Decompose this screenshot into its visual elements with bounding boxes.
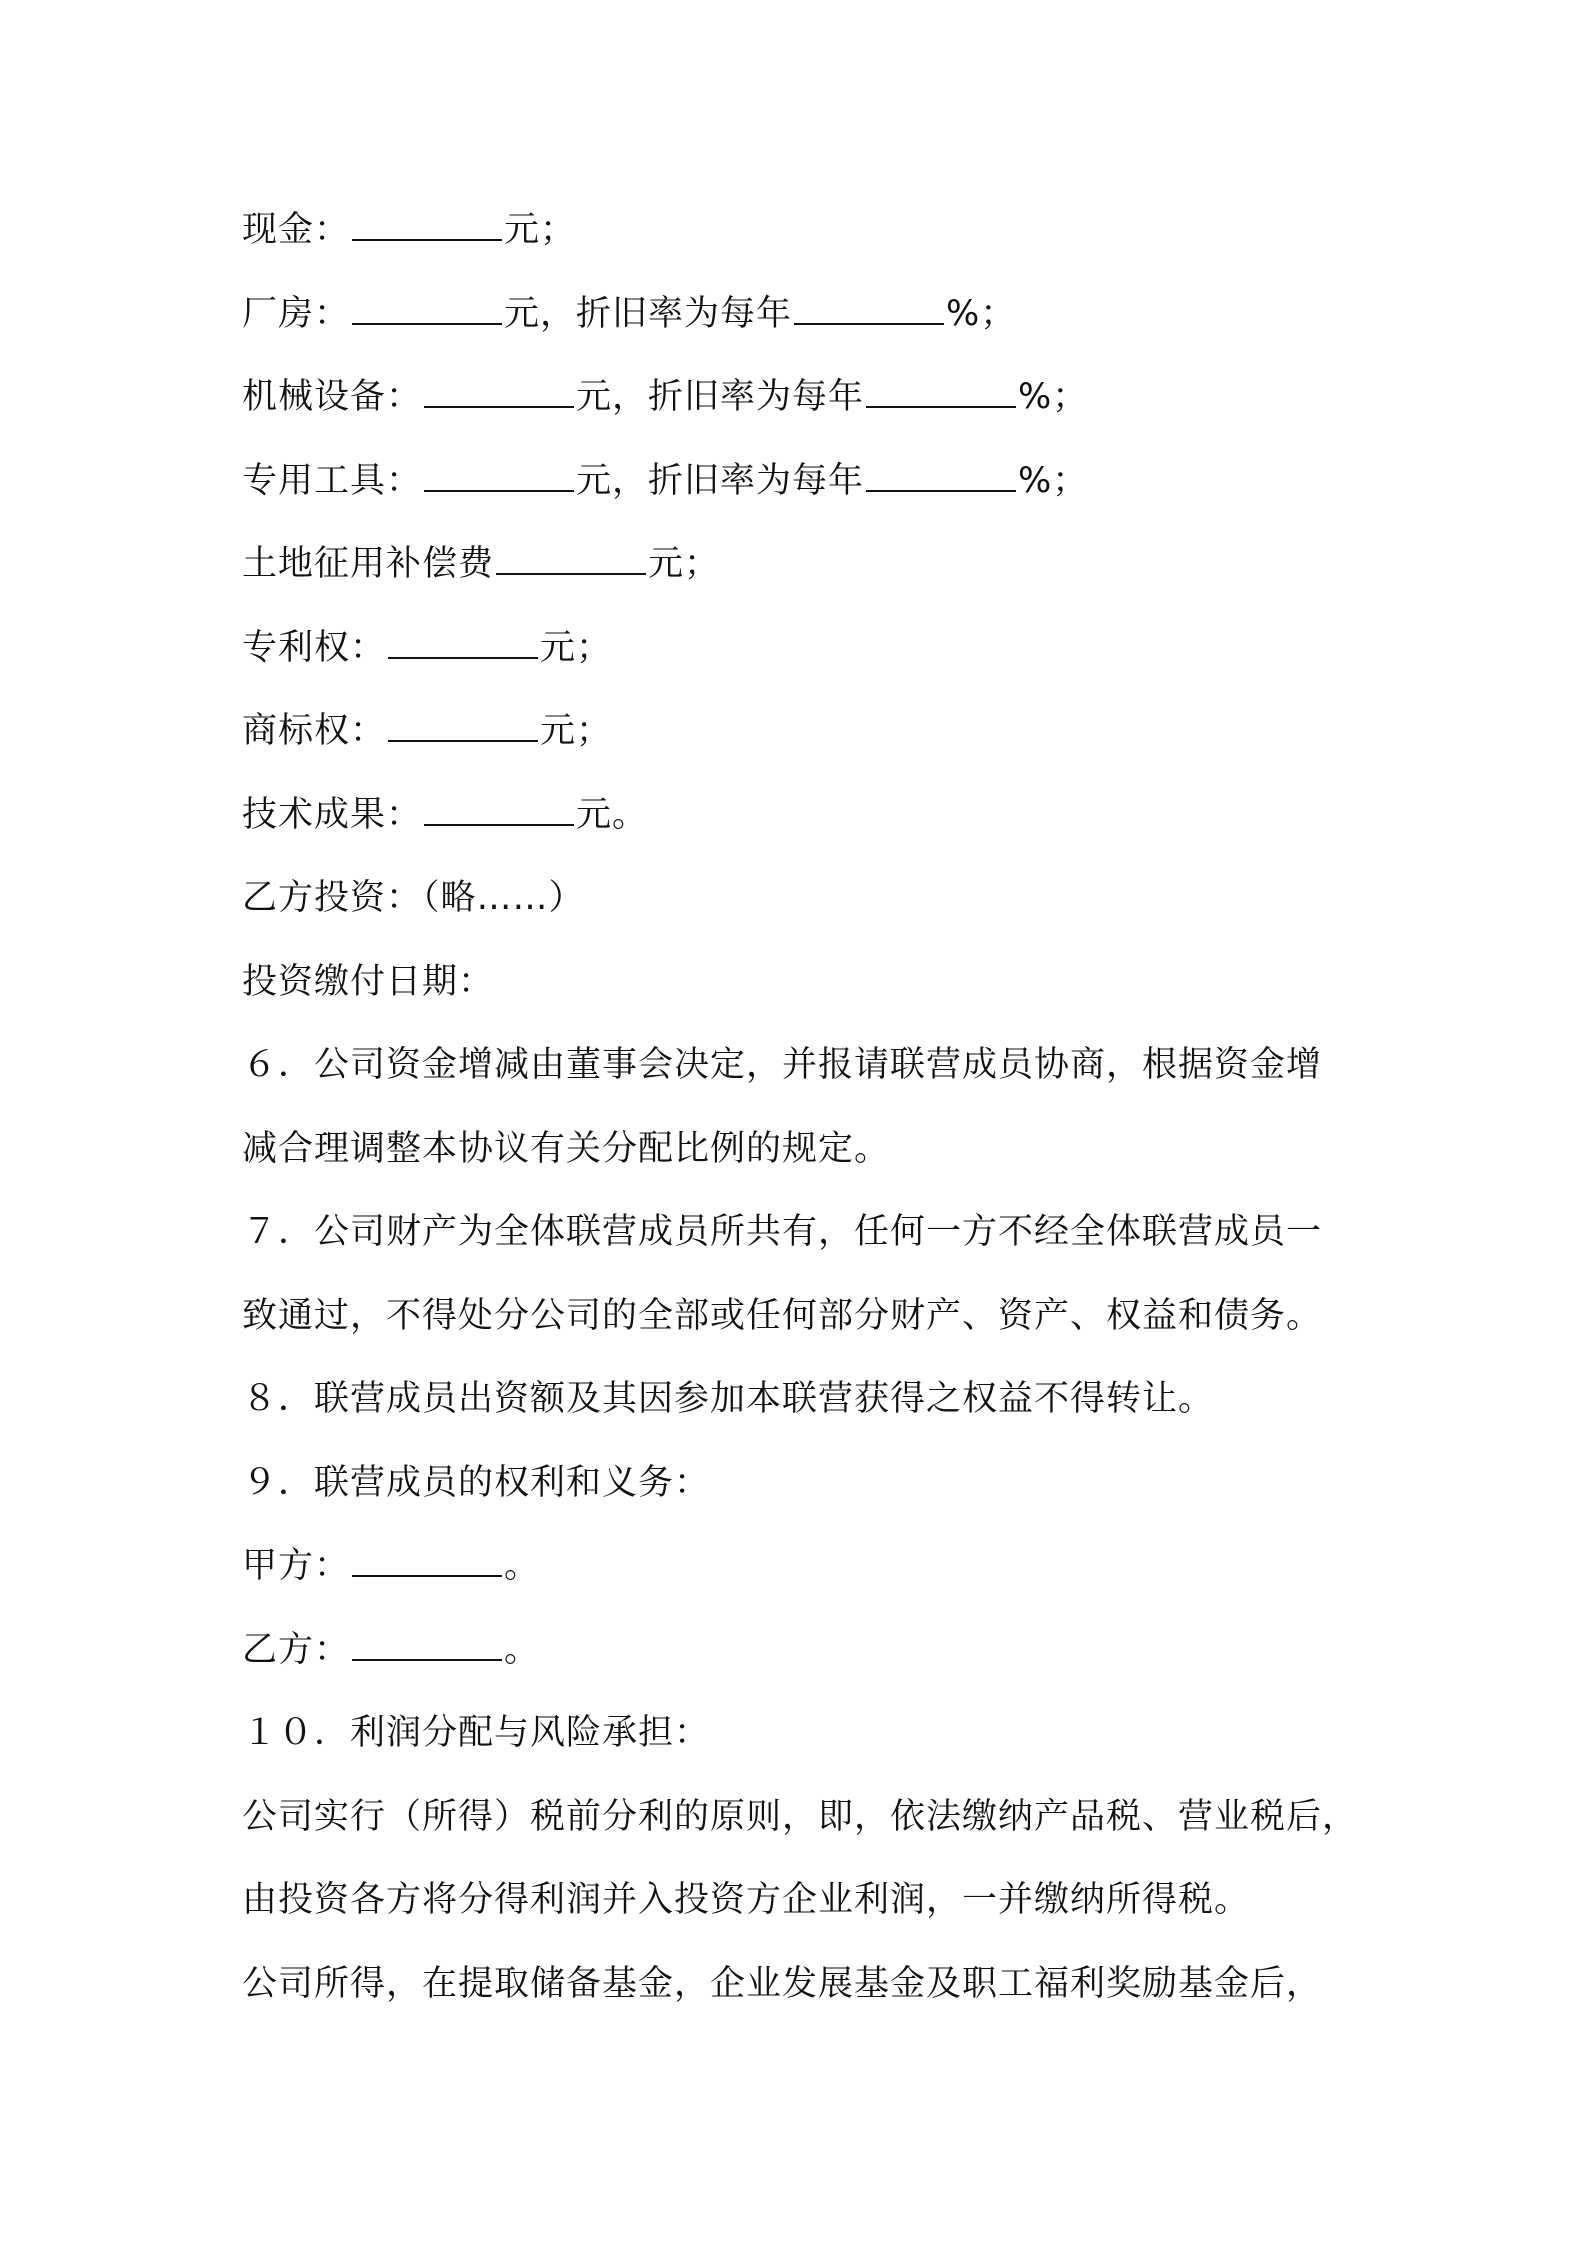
machinery-amount-blank[interactable]: [424, 378, 574, 408]
clause-9-line: [242, 1448, 1372, 1532]
clause-9-text: ９．联营成员的权利和义务：: [242, 1462, 711, 1503]
trademark-label: 商标权：: [242, 711, 387, 751]
clause-7-line-1: [242, 1197, 1372, 1281]
line-land-compensation: [242, 529, 1372, 613]
clause-6-text-1: ６．公司资金增减由董事会决定，并报请联营成员协商，根据资金增: [242, 1045, 1323, 1085]
clause-10-text: １０．利润分配与风险承担：: [242, 1713, 711, 1753]
plant-label: 厂房：: [242, 293, 351, 334]
land-compensation-unit: 元；: [648, 544, 721, 584]
party-b-blank[interactable]: [352, 1631, 502, 1661]
clause-7-text-2: 致通过，不得处分公司的全部或任何部分财产、资产、权益和债务。: [242, 1295, 1323, 1336]
profit-text-2: 由投资各方将分得利润并入投资方企业利润，一并缴纳所得税。: [242, 1880, 1251, 1920]
party-b-investment-text: 乙方投资：（略……）: [242, 878, 585, 918]
payment-date-text: 投资缴付日期：: [242, 961, 495, 1002]
clause-6-text-2: 减合理调整本协议有关分配比例的规定。: [242, 1128, 891, 1169]
patent-blank[interactable]: [388, 629, 538, 659]
tools-label: 专用工具：: [242, 460, 423, 501]
profit-line-2: [242, 1865, 1372, 1949]
plant-rate-unit: %；: [946, 293, 1017, 334]
line-patent: [242, 613, 1372, 697]
machinery-depreciation-text: 元，折旧率为每年: [576, 377, 865, 417]
cash-blank[interactable]: [352, 211, 502, 241]
clause-8-line: [242, 1364, 1372, 1448]
profit-text-3: 公司所得，在提取储备基金，企业发展基金及职工福利奖励基金后，: [242, 1963, 1323, 2004]
profit-text-1: 公司实行（所得）税前分利的原则，即，依法缴纳产品税、营业税后，: [242, 1796, 1359, 1837]
machinery-rate-blank[interactable]: [866, 378, 1016, 408]
document-body: [242, 195, 1372, 2032]
line-trademark: [242, 696, 1372, 780]
tools-amount-blank[interactable]: [424, 462, 574, 492]
profit-line-1: [242, 1782, 1372, 1866]
tech-results-blank[interactable]: [424, 796, 574, 826]
tech-results-label: 技术成果：: [242, 794, 423, 835]
line-party-b: [242, 1615, 1372, 1699]
party-b-end: 。: [504, 1629, 541, 1670]
tools-rate-blank[interactable]: [866, 462, 1016, 492]
tools-depreciation-text: 元，折旧率为每年: [576, 460, 865, 501]
patent-unit: 元；: [540, 627, 613, 668]
line-payment-date: [242, 947, 1372, 1031]
line-party-a: [242, 1531, 1372, 1615]
plant-amount-blank[interactable]: [352, 295, 502, 325]
clause-6-line-2: [242, 1114, 1372, 1198]
party-a-end: 。: [504, 1546, 541, 1586]
tech-results-unit: 元。: [576, 794, 649, 835]
plant-rate-blank[interactable]: [794, 295, 944, 325]
line-machinery: [242, 362, 1372, 446]
clause-10-line: [242, 1698, 1372, 1782]
patent-label: 专利权：: [242, 627, 387, 668]
clause-8-text: ８．联营成员出资额及其因参加本联营获得之权益不得转让。: [242, 1379, 1215, 1419]
machinery-label: 机械设备：: [242, 377, 423, 417]
line-cash: [242, 195, 1372, 279]
land-compensation-blank[interactable]: [496, 545, 646, 575]
party-a-label: 甲方：: [242, 1546, 351, 1586]
trademark-unit: 元；: [540, 711, 613, 751]
cash-label: 现金：: [242, 210, 351, 250]
line-party-b-investment: [242, 863, 1372, 947]
clause-7-text-1: ７．公司财产为全体联营成员所共有，任何一方不经全体联营成员一: [242, 1212, 1323, 1252]
plant-depreciation-text: 元，折旧率为每年: [504, 293, 793, 334]
trademark-blank[interactable]: [388, 712, 538, 742]
line-plant: [242, 279, 1372, 363]
clause-7-line-2: [242, 1281, 1372, 1365]
land-compensation-label: 土地征用补偿费: [242, 544, 495, 584]
party-b-label: 乙方：: [242, 1629, 351, 1670]
profit-line-3: [242, 1949, 1372, 2033]
cash-unit: 元；: [504, 210, 577, 250]
machinery-rate-unit: %；: [1018, 377, 1089, 417]
line-tools: [242, 446, 1372, 530]
party-a-blank[interactable]: [352, 1547, 502, 1577]
tools-rate-unit: %；: [1018, 460, 1089, 501]
line-tech-results: [242, 780, 1372, 864]
clause-6-line-1: [242, 1030, 1372, 1114]
